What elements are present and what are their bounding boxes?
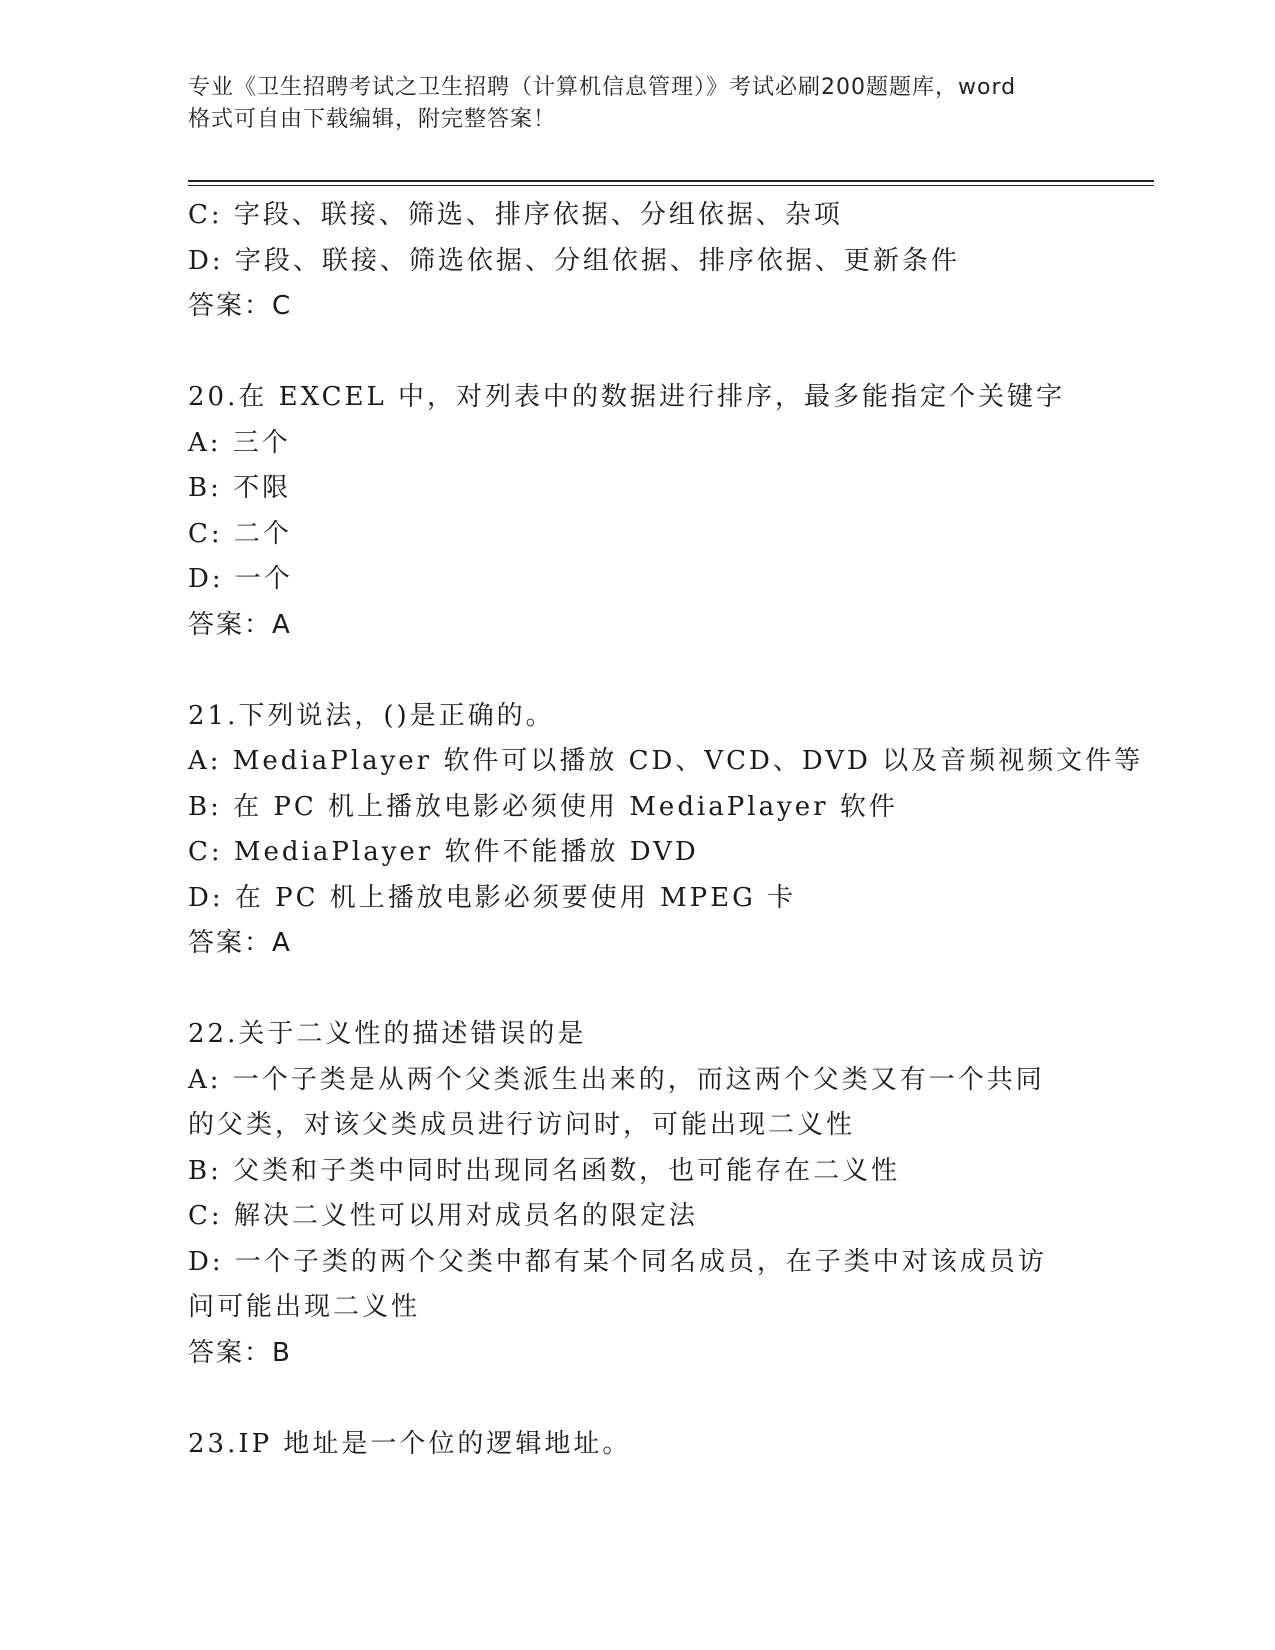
option-a: A: MediaPlayer 软件可以播放 CD、VCD、DVD 以及音频视频文件等 [188, 746, 1144, 776]
header-divider-thick [188, 180, 1154, 182]
spacer [188, 1376, 1088, 1422]
header-line-2: 格式可自由下载编辑，附完整答案！ [188, 107, 557, 132]
option-c: C: 字段、联接、筛选、排序依据、分组依据、杂项 [188, 200, 843, 230]
option-b: B: 不限 [188, 473, 292, 503]
option-d: D: 在 PC 机上播放电影必须要使用 MPEG 卡 [188, 882, 797, 913]
option-d: D: 一个 [188, 564, 293, 594]
option-c: C: MediaPlayer 软件不能播放 DVD [188, 837, 699, 867]
answer: 答案：A [188, 928, 292, 958]
option-a: A: 三个 [188, 427, 291, 458]
document-header [188, 72, 1088, 136]
option-a: A: 一个子类是从两个父类派生出来的，而这两个父类又有一个共同的父类，对该父类成员进行访问时，可能出现二义性 [188, 1064, 1045, 1140]
question-stem: 21.下列说法，()是正确的。 [188, 700, 555, 731]
spacer [188, 330, 1088, 376]
question-list [188, 193, 1144, 1467]
option-d: D: 一个子类的两个父类中都有某个同名成员，在子类中对该成员访问可能出现二义性 [188, 1246, 1047, 1322]
question-stem: 20.在 EXCEL 中，对列表中的数据进行排序，最多能指定个关键字 [188, 382, 1066, 412]
header-divider-thin [188, 185, 1154, 186]
spacer [188, 648, 1088, 694]
question-20 [188, 375, 1088, 648]
option-b: B: 在 PC 机上播放电影必须使用 MediaPlayer 软件 [188, 791, 898, 822]
option-d: D: 字段、联接、筛选依据、分组依据、排序依据、更新条件 [188, 245, 960, 276]
question-19-continued [188, 193, 1088, 330]
option-b: B: 父类和子类中同时出现同名函数，也可能存在二义性 [188, 1155, 901, 1186]
spacer [188, 967, 1088, 1013]
question-stem: 23.IP 地址是一个位的逻辑地址。 [188, 1428, 632, 1459]
question-21 [188, 694, 1144, 967]
option-c: C: 解决二义性可以用对成员名的限定法 [188, 1201, 698, 1231]
question-23 [188, 1422, 1088, 1468]
answer: 答案：A [188, 609, 292, 640]
answer: 答案：B [188, 1337, 292, 1368]
answer: 答案：C [188, 291, 293, 321]
option-c: C: 二个 [188, 518, 292, 549]
header-line-1: 专业《卫生招聘考试之卫生招聘（计算机信息管理）》考试必刷200题题库，word [188, 75, 1017, 100]
question-stem: 22.关于二义性的描述错误的是 [188, 1019, 587, 1049]
question-22 [188, 1012, 1088, 1376]
